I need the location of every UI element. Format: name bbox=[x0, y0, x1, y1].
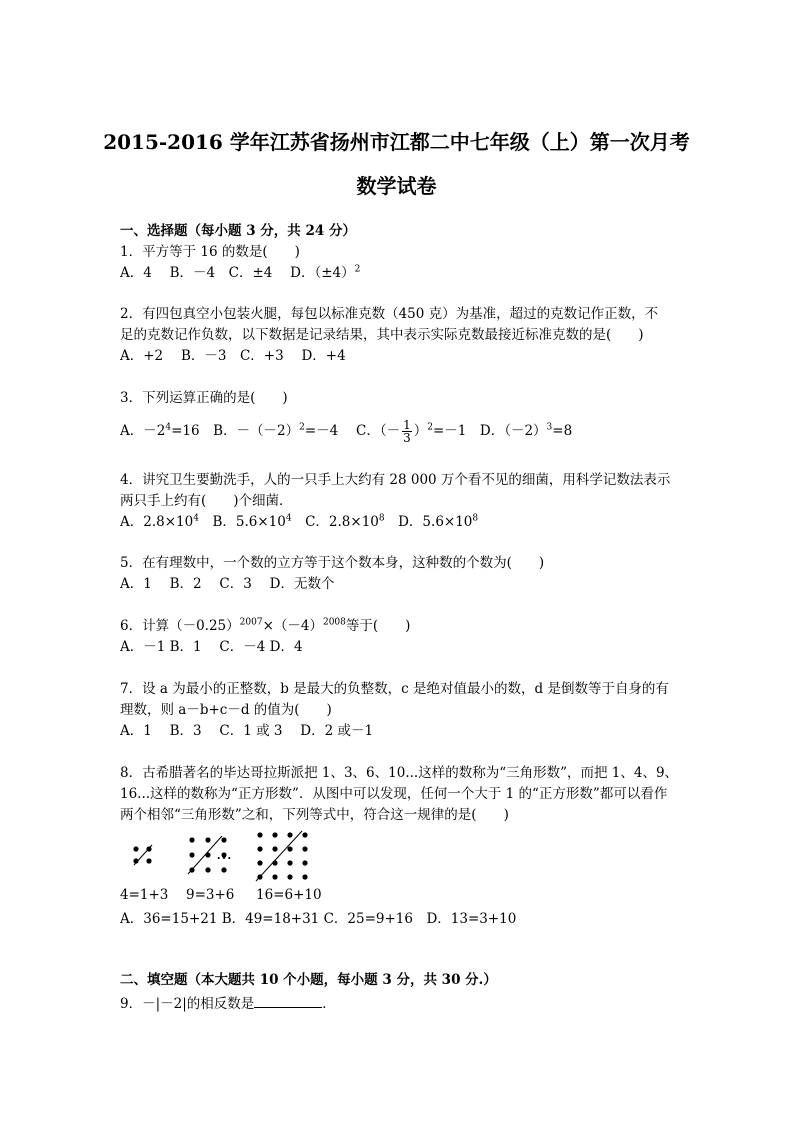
q6-stem bbox=[120, 617, 410, 635]
q6-pre: 6．计算（－0.25） bbox=[120, 618, 240, 634]
q2-options: A．+2 B．－3 C．+3 D．+4 bbox=[120, 348, 346, 364]
q1-options-text: A．4 B．－4 C．±4 D．（±4） bbox=[120, 265, 355, 281]
q7-line1: 7．设 a 为最小的正整数，b 是最大的负整数，c 是绝对值最小的数，d 是倒数等于自身的有 bbox=[120, 681, 669, 697]
q6-exp2: 2008 bbox=[322, 617, 346, 628]
q4-optB-exp: 4 bbox=[285, 513, 292, 524]
q3-stem: 3．下列运算正确的是( ) bbox=[120, 390, 288, 406]
dots-2x2 bbox=[133, 845, 152, 865]
q3-optA-pre: A．－2 bbox=[120, 423, 166, 439]
q7-options: A．1 B．3 C．1 或 3 D．2 或－1 bbox=[120, 723, 374, 739]
q4-optC: C．2.8×10 bbox=[291, 514, 379, 530]
q8-line3: 两个相邻“三角形数”之和，下列等式中，符合这一规律的是( ) bbox=[120, 807, 509, 823]
q4-optA-exp: 4 bbox=[193, 513, 199, 524]
q4-optD-exp: 8 bbox=[472, 513, 479, 524]
fraction-numerator: 1 bbox=[403, 418, 411, 432]
q6-exp1: 2007 bbox=[239, 617, 263, 628]
q5-options: A．1 B．2 C．3 D．无数个 bbox=[120, 576, 335, 592]
page-title: 2015-2016 学年江苏省扬州市江都二中七年级（上）第一次月考 bbox=[103, 130, 690, 154]
section-heading-choice: 一、选择题（每小题 3 分，共 24 分） bbox=[120, 223, 356, 239]
q9-stem bbox=[120, 993, 336, 1013]
q3-optD-tail: =8 bbox=[552, 423, 573, 439]
answer-blank[interactable] bbox=[254, 993, 322, 1008]
q4-optC-exp: 8 bbox=[378, 513, 385, 524]
q9-post: ． bbox=[322, 996, 336, 1012]
q3-optA-exp: 4 bbox=[165, 422, 172, 433]
fig-label-1: 4=1+3 bbox=[120, 887, 169, 903]
q8-options: A．36=15+21 B．49=18+31 C．25=9+16 D．13=3+10 bbox=[120, 911, 517, 927]
q3-optC-exp: 2 bbox=[427, 422, 433, 433]
figure-ellipsis: … bbox=[216, 844, 232, 863]
q7-line2: 理数，则 a－b+c－d 的值为( ) bbox=[120, 702, 332, 718]
q4-line1: 4．讲究卫生要勤洗手，人的一只手上大约有 28 000 万个看不见的细菌，用科学记数法表示 bbox=[120, 472, 671, 488]
q1-options bbox=[120, 264, 360, 282]
q4-line2: 两只手上约有( )个细菌． bbox=[120, 493, 293, 509]
q3-optC-tail: =－1 D．（－2） bbox=[432, 423, 547, 439]
q3-optD-exp: 3 bbox=[546, 422, 553, 433]
q8-line1: 8．古希腊著名的毕达哥拉斯派把 1、3、6、10...这样的数称为“三角形数”，而把 1、4、9、 bbox=[120, 765, 679, 781]
q4-optD: D．5.6×10 bbox=[384, 514, 473, 530]
q3-options bbox=[120, 419, 572, 444]
q4-optB: B．5.6×10 bbox=[198, 514, 286, 530]
fraction-denominator: 3 bbox=[403, 431, 411, 445]
q6-post: 等于( ) bbox=[345, 618, 411, 634]
q8-line2: 16...这样的数称为“正方形数”．从图中可以发现，任何一个大于 1 的“正方形数”都可以看作 bbox=[120, 786, 668, 802]
q1-exponent: 2 bbox=[354, 264, 361, 275]
q2-line1: 2．有四包真空小包装火腿，每包以标准克数（450 克）为基准，超过的克数记作正数，不 bbox=[120, 306, 659, 322]
q5-stem: 5．在有理数中，一个数的立方等于这个数本身，这种数的个数为( ) bbox=[120, 555, 545, 571]
q2-line2: 足的克数记作负数，以下数据是记录结果，其中表示实际克数最接近标准克数的是( ) bbox=[120, 327, 644, 343]
q4-options bbox=[120, 513, 478, 531]
fig-label-3: 16=6+10 bbox=[256, 887, 322, 903]
q4-optA: A．2.8×10 bbox=[120, 514, 194, 530]
q9-pre: 9．－|－2|的相反数是 bbox=[120, 996, 255, 1012]
fig-label-2: 9=3+6 bbox=[186, 887, 235, 903]
q3-optA-post: =16 B．－（－2） bbox=[171, 423, 300, 439]
q1-stem: 1．平方等于 16 的数是( ) bbox=[120, 244, 300, 260]
page-subtitle: 数学试卷 bbox=[356, 174, 437, 198]
q3-optB-post: =－4 C．（－ bbox=[304, 423, 401, 439]
q6-options: A．－1 B．1 C．－4 D．4 bbox=[120, 639, 303, 655]
q3-optB-exp: 2 bbox=[299, 422, 305, 433]
dots-4x4 bbox=[256, 831, 308, 881]
q6-mid: ×（－4） bbox=[262, 618, 323, 634]
section-heading-fill: 二、填空题（本大题共 10 个小题，每小题 3 分，共 30 分.） bbox=[120, 972, 497, 988]
q3-fraction bbox=[402, 419, 412, 444]
q8-dot-figure bbox=[120, 830, 380, 890]
q3-optC-post: ） bbox=[413, 423, 428, 439]
